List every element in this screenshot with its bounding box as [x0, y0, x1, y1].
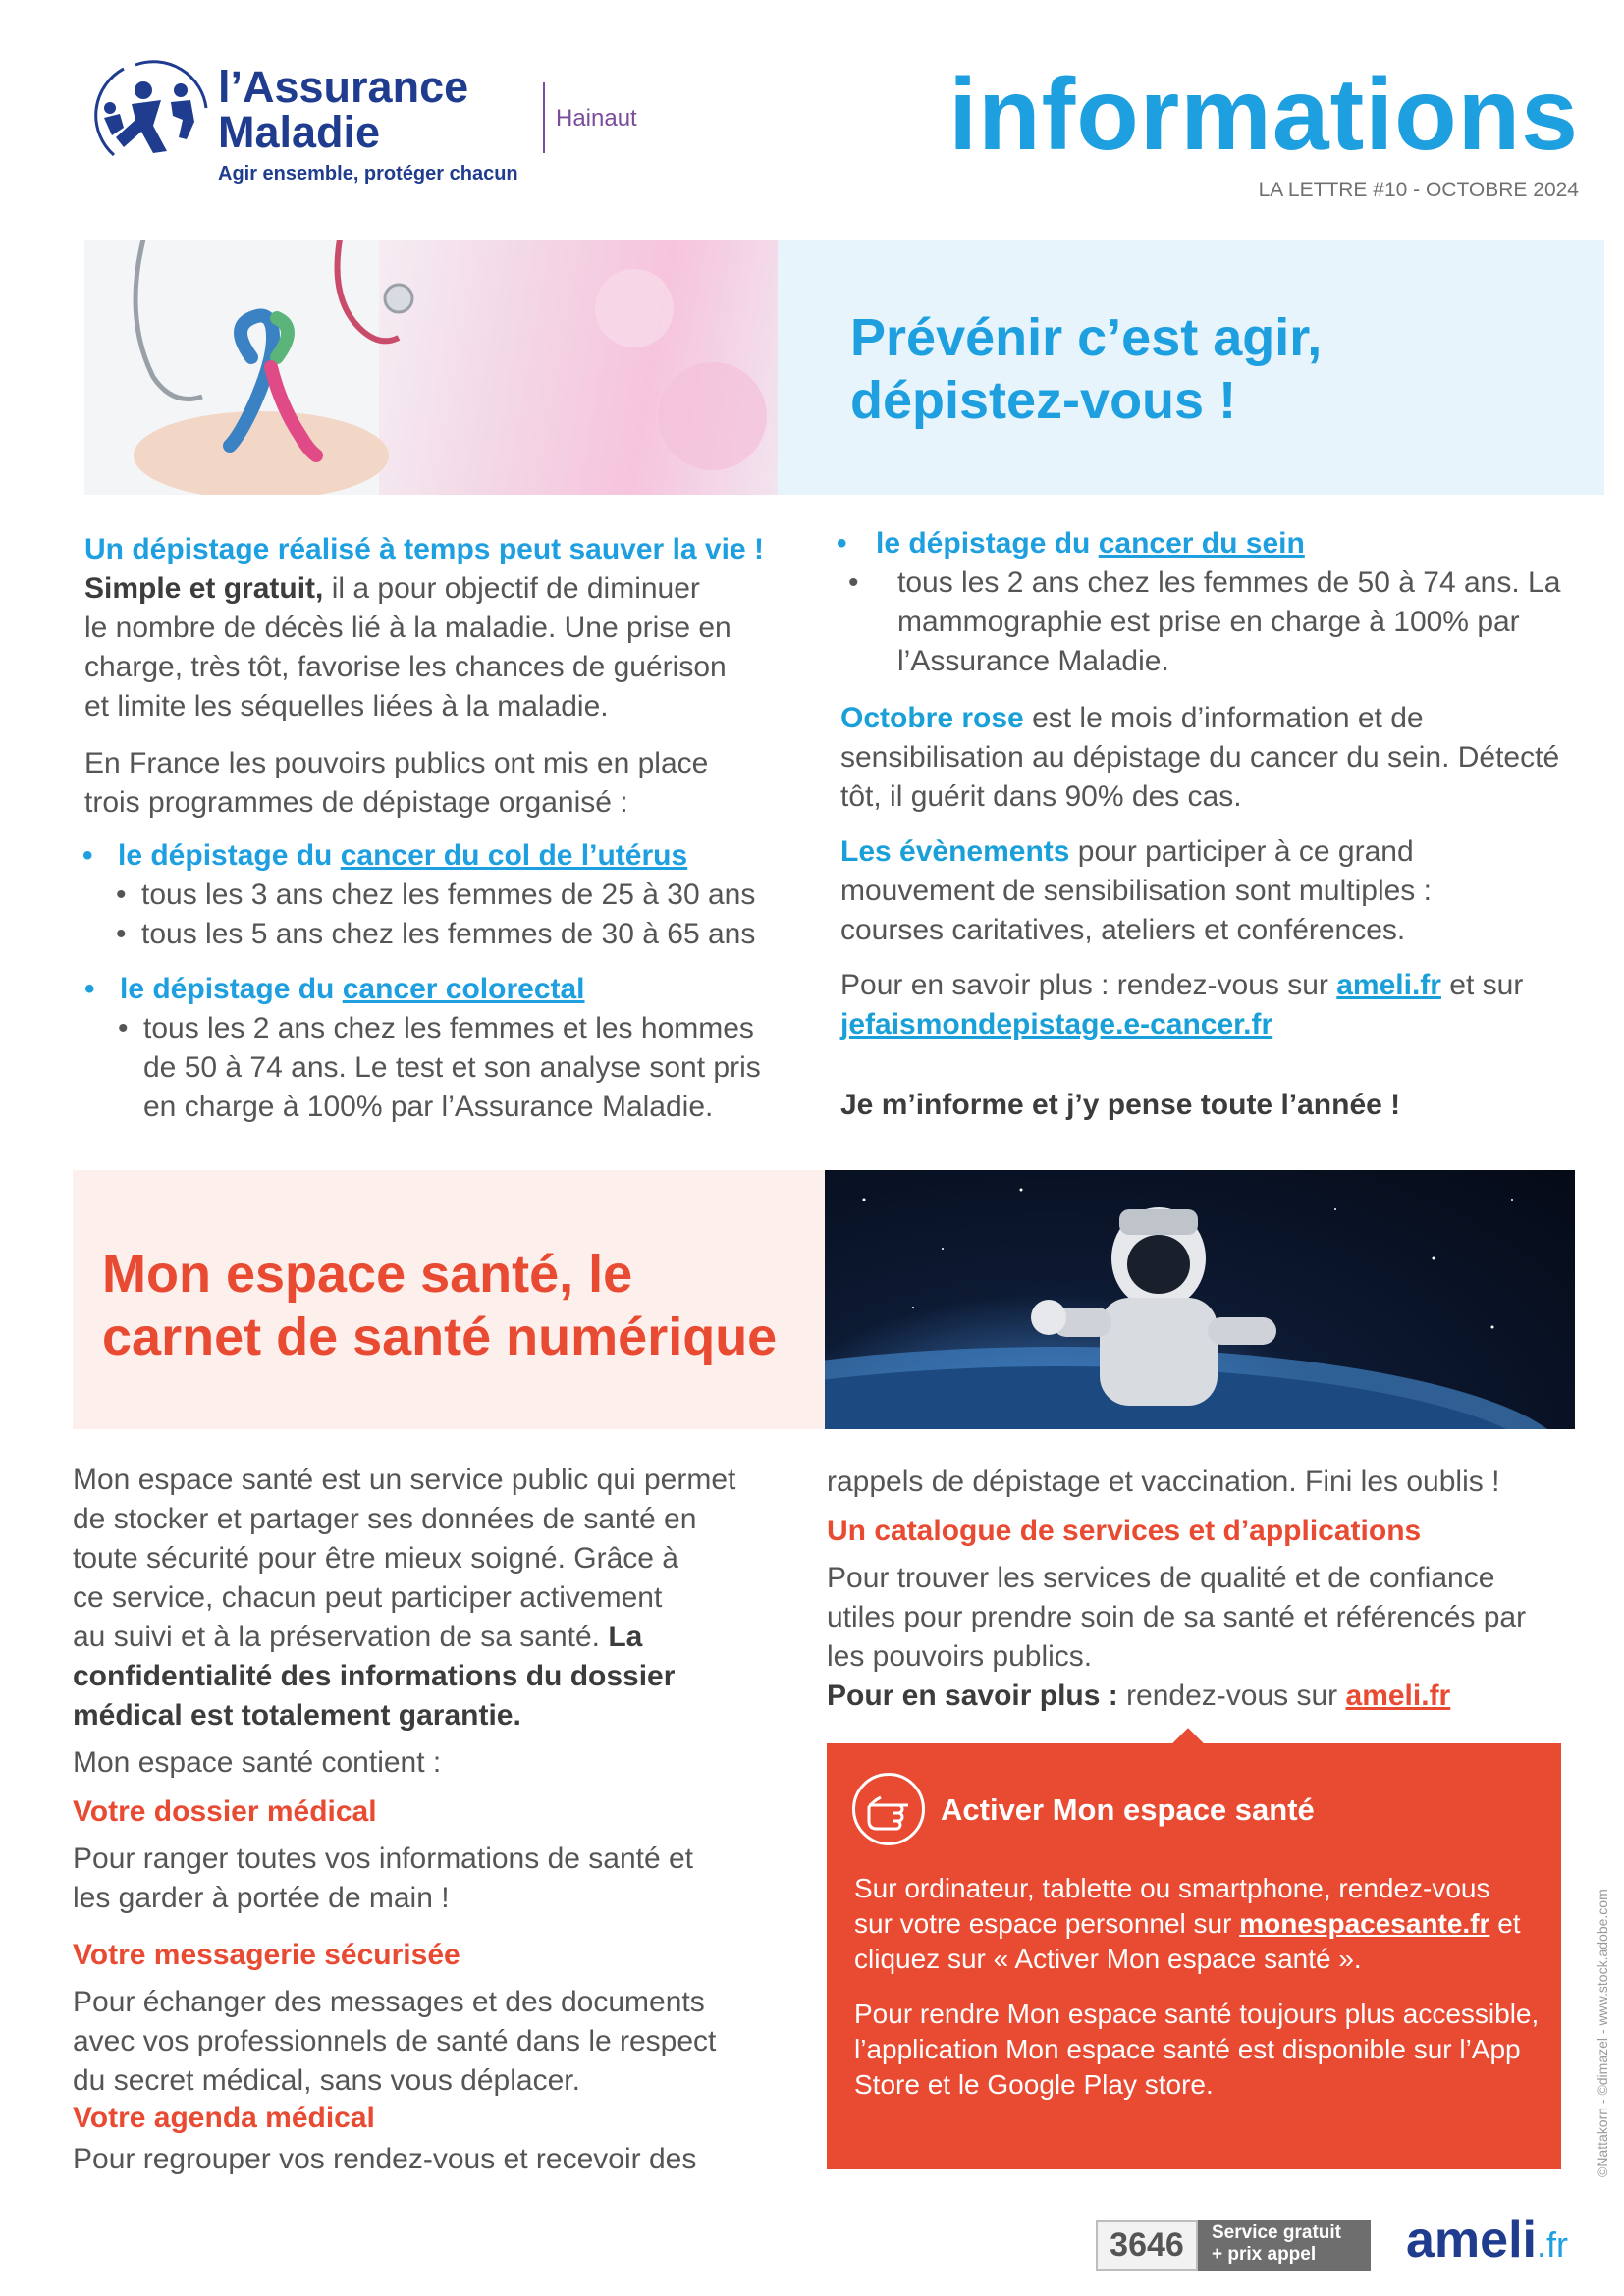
program-1-link[interactable]: cancer du col de l’utérus: [340, 839, 688, 872]
section1-lead: Un dépistage réalisé à temps peut sauver la vie !: [84, 533, 764, 565]
promo-text: sur votre espace personnel sur: [854, 1908, 1240, 1939]
catalogue-text: [827, 1559, 1573, 1677]
program-2-text: de 50 à 74 ans. Le test et son analyse sont pris: [143, 1051, 761, 1084]
program-3-detail: [897, 563, 1575, 681]
bullet-icon: •: [82, 839, 93, 872]
messagerie-line: du secret médical, sans vous déplacer.: [73, 2064, 580, 2097]
events-text: pour participer à ce grand: [1069, 835, 1414, 868]
program-1: [118, 836, 687, 876]
program-1-detail: tous les 3 ans chez les femmes de 25 à 30 ans: [141, 879, 756, 911]
section2-intro-text: de stocker et partager ses données de santé en: [73, 1503, 697, 1535]
promo-text: cliquez sur « Activer Mon espace santé ».: [854, 1944, 1362, 1974]
program-1-detail: tous les 5 ans chez les femmes de 30 à 65 ans: [141, 918, 756, 950]
intro-bold: Simple et gratuit,: [84, 572, 324, 605]
section2-intro-bold: confidentialité des informations du dossier: [73, 1660, 676, 1692]
events-text: courses caritatives, ateliers et conférences.: [840, 914, 1406, 946]
section1-intro: [84, 569, 791, 726]
ameli-link[interactable]: ameli.fr: [1336, 969, 1441, 1001]
ameli-logo[interactable]: [1406, 2211, 1568, 2269]
intro-text: il a pour objectif de diminuer: [323, 572, 700, 605]
section2-intro-bold: La: [608, 1621, 643, 1653]
section2-intro-text: Mon espace santé est un service public qui permet: [73, 1464, 736, 1496]
program-3: [876, 524, 1305, 563]
octobre-rose-paragraph: [840, 699, 1575, 817]
promo-title: Activer Mon espace santé: [941, 1792, 1315, 1827]
section2-intro-bold: médical est totalement garantie.: [73, 1699, 521, 1732]
more-info-text: Pour en savoir plus : rendez-vous sur: [840, 969, 1337, 1001]
intro-text: charge, très tôt, favorise les chances de guérison: [84, 651, 727, 683]
program-3-text: l’Assurance Maladie.: [897, 645, 1169, 677]
phone-number-badge[interactable]: [1096, 2220, 1371, 2271]
section2-intro: [73, 1461, 799, 1735]
contains-label: Mon espace santé contient :: [73, 1746, 442, 1779]
program-2-link[interactable]: cancer colorectal: [342, 973, 585, 1005]
logo-text-line2: Maladie: [218, 107, 381, 157]
intro-text: et limite les séquelles liées à la maladie.: [84, 690, 609, 722]
messagerie-text: [73, 1983, 799, 2101]
program-2-text: en charge à 100% par l’Assurance Maladie.: [143, 1091, 714, 1123]
octobre-rose-text: sensibilisation au dépistage du cancer du sein. Détecté: [840, 741, 1560, 774]
program-prefix: le dépistage du: [118, 839, 341, 872]
program-2-text: tous les 2 ans chez les femmes et les hommes: [143, 1012, 754, 1044]
issue-label: LA LETTRE #10 - OCTOBRE 2024: [1258, 179, 1579, 201]
promo-paragraph-1: [854, 1871, 1542, 1977]
messagerie-line: avec vos professionnels de santé dans le respect: [73, 2025, 717, 2057]
dossier-line: Pour ranger toutes vos informations de santé et: [73, 1842, 694, 1875]
events-label: Les évènements: [840, 835, 1070, 868]
messagerie-heading: Votre messagerie sécurisée: [73, 1939, 460, 1971]
programs-text: trois programmes de dépistage organisé :: [84, 786, 628, 819]
program-2: [120, 970, 585, 1009]
bullet-icon: •: [118, 1012, 129, 1044]
section1-title: [850, 306, 1322, 432]
pointing-hand-icon: [852, 1773, 925, 1845]
agenda-text: Pour regrouper vos rendez-vous et recevoir des: [73, 2143, 697, 2175]
logo-text-line1: l’Assurance: [218, 62, 469, 112]
promo-text: et: [1489, 1908, 1521, 1939]
octobre-rose-text: tôt, il guérit dans 90% des cas.: [840, 780, 1242, 813]
more-info-text: et sur: [1440, 969, 1524, 1001]
section2-title-line2: carnet de santé numérique: [102, 1308, 778, 1366]
promo-text: l’application Mon espace santé est disponible sur l’App: [854, 2034, 1521, 2064]
program-3-text: tous les 2 ans chez les femmes de 50 à 74 ans. La: [897, 566, 1561, 599]
phone-note-line2: + prix appel: [1212, 2244, 1317, 2265]
promo-text: Store et le Google Play store.: [854, 2069, 1214, 2100]
octobre-rose-label: Octobre rose: [840, 702, 1024, 734]
bullet-icon: •: [116, 879, 127, 911]
doctor-ribbon-photo: [84, 240, 778, 495]
header-divider: [543, 82, 545, 153]
phone-note: [1212, 2222, 1341, 2266]
monespacesante-link[interactable]: monespacesante.fr: [1239, 1908, 1490, 1939]
programs-text: En France les pouvoirs publics ont mis en place: [84, 747, 709, 779]
section2-intro-text: ce service, chacun peut participer activement: [73, 1581, 663, 1614]
assurance-maladie-logo-mark: [84, 57, 214, 173]
section1-more-info: [840, 966, 1575, 1044]
phone-note-line1: Service gratuit: [1212, 2222, 1341, 2243]
events-text: mouvement de sensibilisation sont multiples :: [840, 875, 1432, 907]
astronaut-photo: [825, 1170, 1575, 1429]
section2-intro-text: toute sécurité pour être mieux soigné. Grâce à: [73, 1542, 678, 1575]
agenda-text-cont: rappels de dépistage et vaccination. Fini les oublis !: [827, 1466, 1500, 1498]
section2-more-info: [827, 1677, 1450, 1716]
section2-title: [102, 1243, 777, 1368]
phone-number: 3646: [1110, 2226, 1184, 2264]
section1-title-line2: dépistez-vous !: [850, 371, 1237, 430]
catalogue-heading: Un catalogue de services et d’applications: [827, 1515, 1422, 1547]
program-3-link[interactable]: cancer du sein: [1098, 527, 1305, 560]
catalogue-line: Pour trouver les services de qualité et de confiance: [827, 1562, 1495, 1594]
program-prefix: le dépistage du: [876, 527, 1099, 560]
bullet-icon: •: [84, 973, 95, 1005]
intro-text: le nombre de décès lié à la maladie. Une prise en: [84, 612, 731, 644]
section1-closing: Je m’informe et j’y pense toute l’année !: [840, 1089, 1401, 1121]
program-prefix: le dépistage du: [120, 973, 343, 1005]
dossier-text: [73, 1840, 799, 1918]
ameli-logo-tld: .fr: [1536, 2224, 1568, 2265]
promo-text: Pour rendre Mon espace santé toujours plus accessible,: [854, 1999, 1540, 2029]
promo-paragraph-2: [854, 1997, 1542, 2103]
program-3-text: mammographie est prise en charge à 100% par: [897, 606, 1520, 638]
dossier-heading: Votre dossier médical: [73, 1795, 377, 1828]
logo-tagline: Agir ensemble, protéger chacun: [218, 163, 518, 185]
ameli-logo-main: ameli: [1406, 2212, 1537, 2269]
messagerie-line: Pour échanger des messages et des documents: [73, 1986, 705, 2018]
section1-left-column: [84, 530, 791, 726]
promo-text: Sur ordinateur, tablette ou smartphone, rendez-vous: [854, 1873, 1490, 1903]
program-2-detail: [143, 1009, 791, 1127]
catalogue-line: utiles pour prendre soin de sa santé et référencés par: [827, 1601, 1527, 1633]
more-info-text: rendez-vous sur: [1117, 1680, 1346, 1712]
section1-title-line1: Prévénir c’est agir,: [850, 308, 1323, 367]
catalogue-line: les pouvoirs publics.: [827, 1640, 1093, 1673]
dossier-line: les garder à portée de main !: [73, 1882, 450, 1914]
bullet-icon: •: [848, 566, 859, 599]
region-label: Hainaut: [556, 105, 637, 132]
e-cancer-link[interactable]: jefaismondepistage.e-cancer.fr: [840, 1008, 1273, 1041]
section2-intro-text: au suivi et à la préservation de sa santé.: [73, 1621, 609, 1653]
programs-intro: [84, 744, 791, 823]
ameli-link[interactable]: ameli.fr: [1345, 1680, 1451, 1712]
events-paragraph: [840, 832, 1575, 950]
bullet-icon: •: [837, 527, 847, 560]
masthead-title: informations: [948, 58, 1579, 172]
bullet-icon: •: [116, 918, 127, 950]
octobre-rose-text: est le mois d’information et de: [1023, 702, 1424, 734]
section2-title-line1: Mon espace santé, le: [102, 1245, 633, 1304]
photo-credit: ©Nattakorn - ©dimazel - www.stock.adobe.com: [1595, 1889, 1610, 2177]
more-info-bold: Pour en savoir plus :: [827, 1680, 1118, 1712]
agenda-heading: Votre agenda médical: [73, 2102, 375, 2134]
